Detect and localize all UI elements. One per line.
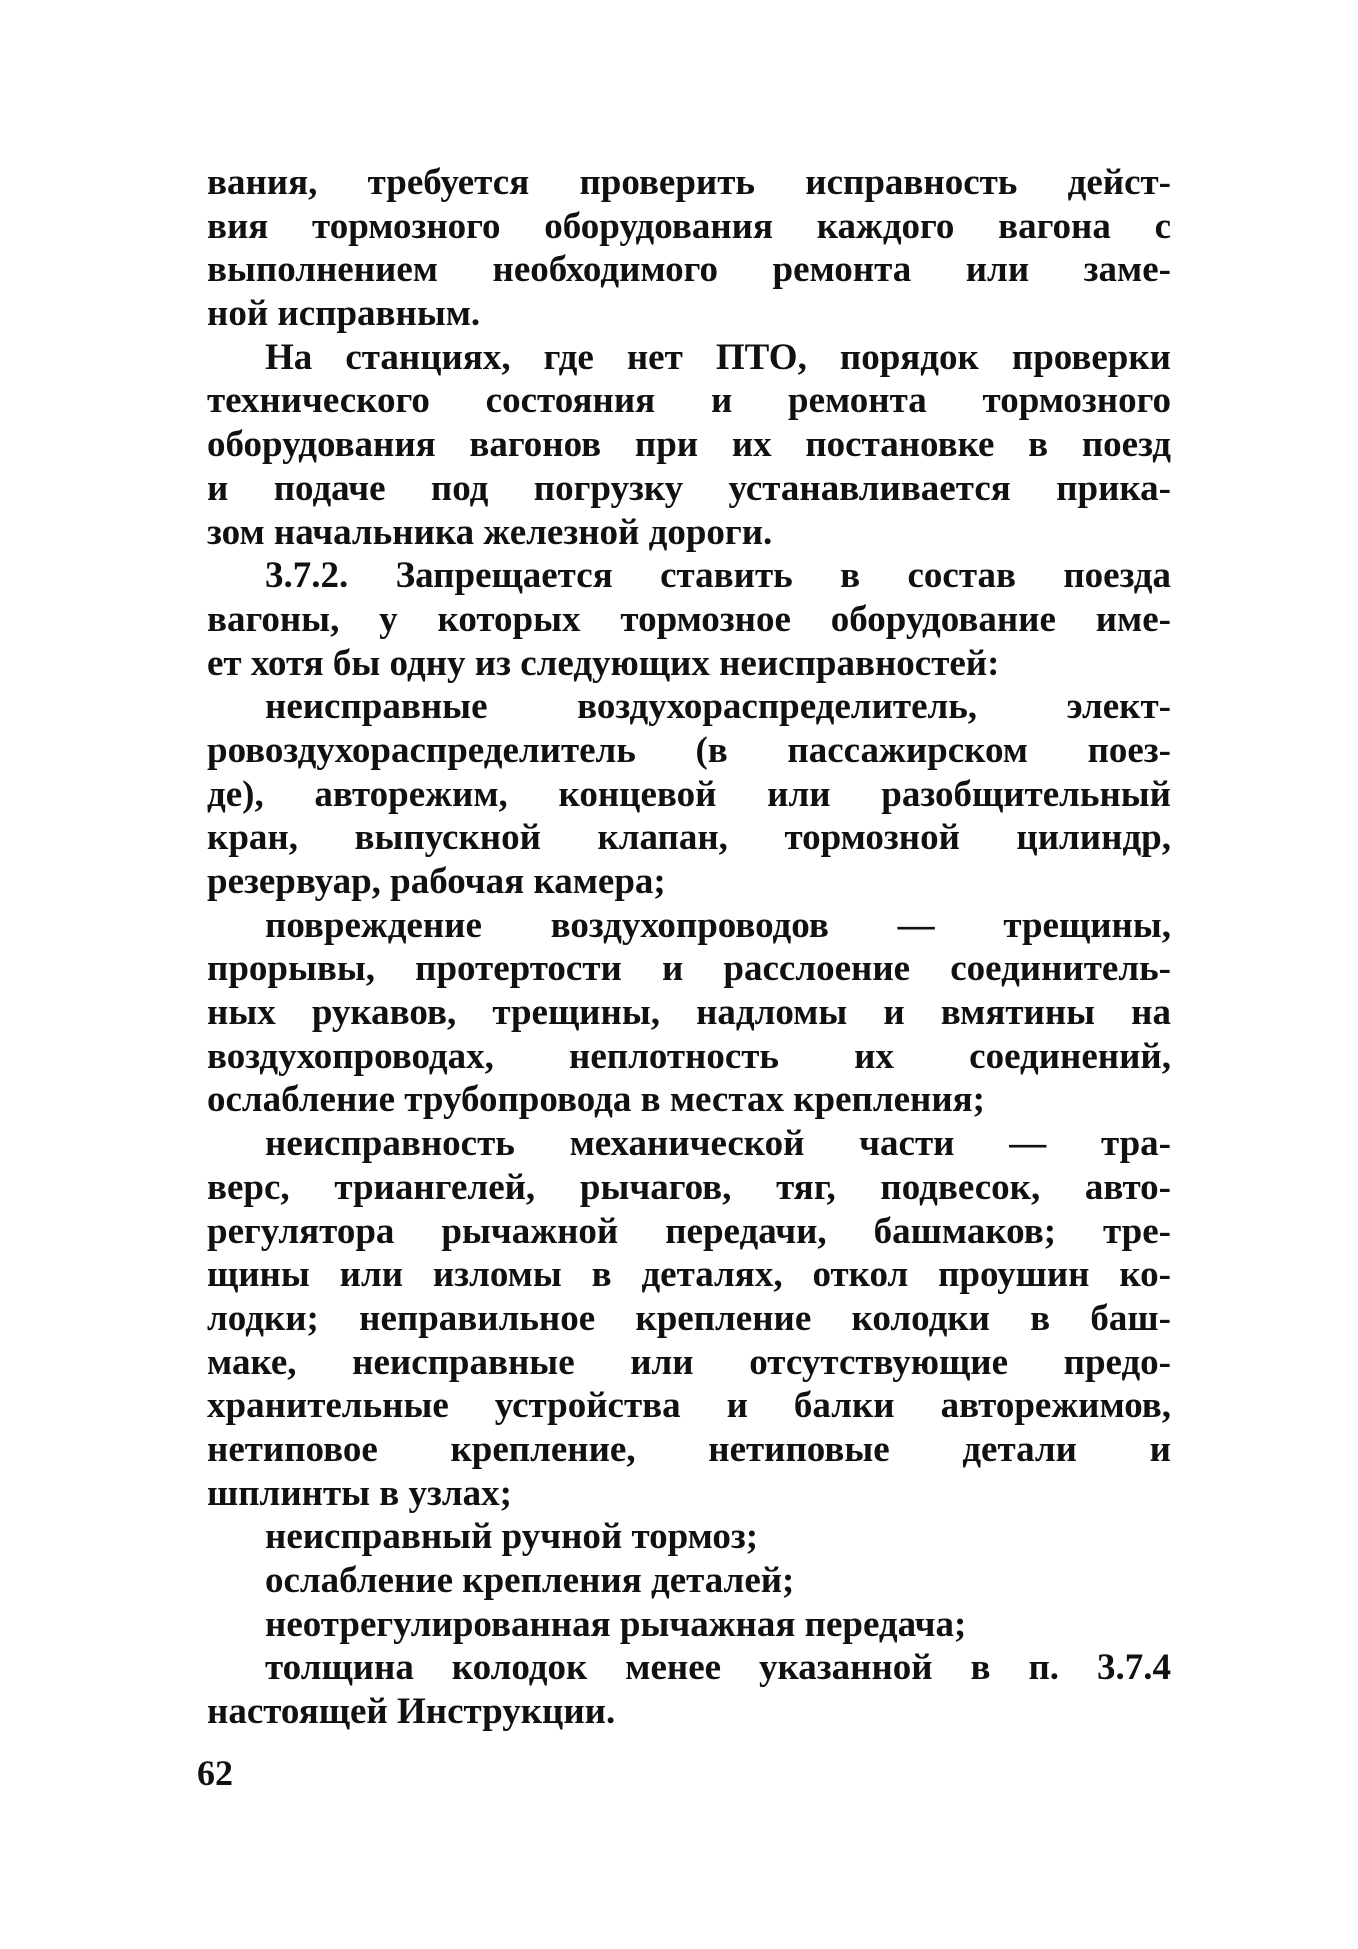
text-line: выполнением необходимого ремонта или заме- xyxy=(207,249,1171,291)
text-line: неотрегулированная рычажная передача; xyxy=(265,1603,967,1645)
text-line: резервуар, рабочая камера; xyxy=(207,861,666,902)
paragraph xyxy=(207,1646,1171,1733)
text-line: регулятора рычажной передачи, башмаков; тре- xyxy=(207,1210,1171,1252)
text-line: прорывы, протертости и расслоение соединитель- xyxy=(207,948,1171,990)
text-line: настоящей Инструкции. xyxy=(207,1691,616,1733)
text-line: и подаче под погрузку устанавливается прика- xyxy=(207,467,1171,509)
paragraph xyxy=(207,685,1171,903)
text-line: 3.7.2. Запрещается ставить в состав поезда xyxy=(265,555,1171,597)
text-line: На станциях, где нет ПТО, порядок проверки xyxy=(265,336,1171,378)
text-line: ослабление трубопровода в местах крепления; xyxy=(207,1079,985,1121)
text-line: маке, неисправные или отсутствующие предо- xyxy=(207,1341,1171,1383)
text-line: верс, триангелей, рычагов, тяг, подвесок, авто- xyxy=(207,1166,1171,1208)
paragraph xyxy=(207,1559,1171,1603)
paragraph xyxy=(207,336,1171,554)
text-line: ет хотя бы одну из следующих неисправностей: xyxy=(207,642,1000,684)
paragraph xyxy=(207,1122,1171,1515)
text-line: вагоны, у которых тормозное оборудование име- xyxy=(207,598,1171,640)
text-line: вания, требуется проверить исправность дейст- xyxy=(207,162,1171,203)
text-line: повреждение воздухопроводов — трещины, xyxy=(265,904,1171,946)
paragraph xyxy=(207,904,1171,1122)
text-line: щины или изломы в деталях, откол проушин ко- xyxy=(207,1254,1171,1296)
text-line: хранительные устройства и балки авторежимов, xyxy=(207,1385,1171,1427)
text-line: ровоздухораспределитель (в пассажирском поез- xyxy=(207,729,1171,771)
page-number: 62 xyxy=(197,1753,233,1793)
text-line: оборудования вагонов при их постановке в поезд xyxy=(207,424,1171,466)
text-line: де), авторежим, концевой или разобщительный xyxy=(207,773,1171,815)
text-line: зом начальника железной дороги. xyxy=(207,511,773,553)
text-line: технического состояния и ремонта тормозного xyxy=(207,380,1171,422)
text-line: неисправные воздухораспределитель, элект- xyxy=(265,686,1171,728)
text-line: лодки; неправильное крепление колодки в баш- xyxy=(207,1297,1171,1339)
paragraph xyxy=(207,1515,1171,1559)
text-line: толщина колодок менее указанной в п. 3.7.4 xyxy=(265,1647,1171,1689)
text-line: неисправность механической части — тра- xyxy=(265,1123,1171,1165)
paragraph xyxy=(207,161,1171,336)
text-line: кран, выпускной клапан, тормозной цилиндр, xyxy=(207,817,1171,859)
text-line: ных рукавов, трещины, надломы и вмятины на xyxy=(207,992,1171,1034)
paragraph xyxy=(207,1603,1171,1647)
text-line: ной исправным. xyxy=(207,293,481,335)
text-line: воздухопроводах, неплотность их соединений, xyxy=(207,1035,1171,1077)
paragraph xyxy=(207,554,1171,685)
text-line: неисправный ручной тормоз; xyxy=(265,1516,759,1558)
body-text xyxy=(207,161,1171,1734)
text-line: вия тормозного оборудования каждого вагона с xyxy=(207,205,1171,247)
text-line: ослабление крепления деталей; xyxy=(265,1560,795,1601)
text-line: шплинты в узлах; xyxy=(207,1472,512,1514)
text-line: нетиповое крепление, нетиповые детали и xyxy=(207,1428,1171,1470)
